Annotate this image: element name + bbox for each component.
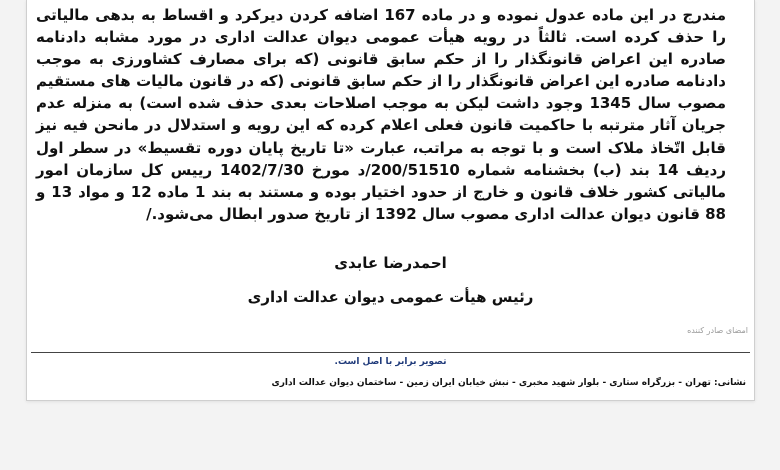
document-page (26, 0, 755, 401)
footer-divider (31, 352, 750, 353)
ruling-body-text: مندرج در این ماده عدول نموده و در ماده 167 اضافه کردن دیرکرد و اقساط به بدهی مالیاتی را حذف کرده است. ثالثاً در رویه هیأت عمومی دیوان عدالت اداری در مورد مشابه دادنامه صادره این اعراض قانونگذار را از حکم سابق قانونی (که برای مصارف کشاورزی به موجب دادنامه صادره این اعراض قانونگذار را از حکم سابق قانونی (که در قانون مالیات های مستقیم مصوب سال 1345 وجود داشت لیکن به موجب اصلاحات بعدی حذف شده است) به منزله عدم جریان آثار مترتبه با حاکمیت قانون فعلی اعلام کرده که این رویه و استدلال در مانحن فیه نیز قابل اتّخاذ ملاک است و با توجه به مراتب، عبارت «تا تاریخ پایان دوره تقسیط» در سطر اول ردیف 14 بند (ب) بخشنامه شماره 200/51510/د مورخ 1402/7/30 رییس کل سازمان امور مالیاتی کشور خلاف قانون و خارج از حدود اختیار بوده و مستند به بند 1 ماده 12 و مواد 13 و 88 قانون دیوان عدالت اداری مصوب سال 1392 از تاریخ صدور ابطال می‌شود./ (36, 6, 727, 223)
signatory-title: رئیس هیأت عمومی دیوان عدالت اداری (247, 288, 534, 306)
issuer-signature-label: امضای صادر کننده (687, 326, 748, 335)
address-line: نشانی: تهران - بزرگراه ستاری - بلوار شهید مخبری - نبش خیابان ایران زمین - ساختمان دیوان عدالت اداری (271, 378, 746, 388)
certified-copy-note: تصویر برابر با اصل است. (334, 357, 447, 367)
signatory-name: احمدرضا عابدی (334, 254, 447, 272)
